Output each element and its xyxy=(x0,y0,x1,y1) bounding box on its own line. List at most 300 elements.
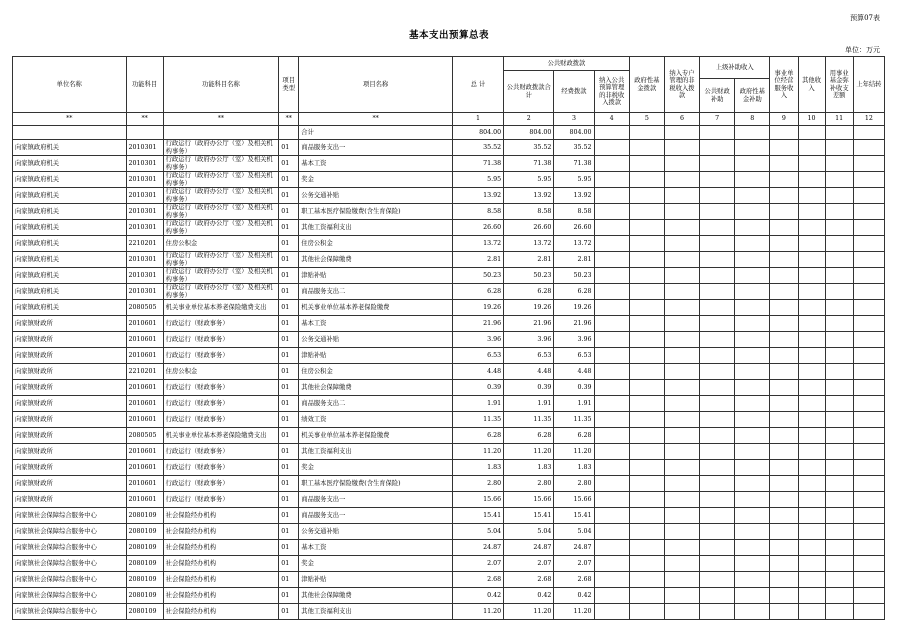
empty-cell xyxy=(700,444,735,460)
column-code: ** xyxy=(13,113,127,126)
funding-cell: 11.35 xyxy=(554,412,594,428)
funding-cell: 6.53 xyxy=(554,348,594,364)
empty-cell xyxy=(700,524,735,540)
empty-cell xyxy=(770,444,798,460)
pf-total-cell: 0.39 xyxy=(504,380,554,396)
func-name-cell: 住房公积金 xyxy=(163,236,279,252)
func-code-cell: 2010301 xyxy=(126,156,163,172)
empty-cell xyxy=(770,364,798,380)
funding-cell: 6.28 xyxy=(554,428,594,444)
column-code: ** xyxy=(163,113,279,126)
func-code-cell: 2010601 xyxy=(126,460,163,476)
empty-cell xyxy=(825,156,853,172)
func-code-cell: 2010301 xyxy=(126,220,163,236)
empty-cell xyxy=(664,156,699,172)
item-name-cell: 职工基本医疗保险缴费(含生育保险) xyxy=(299,204,453,220)
empty-cell xyxy=(798,316,825,332)
funding-cell: 26.60 xyxy=(554,220,594,236)
func-code-cell: 2010301 xyxy=(126,268,163,284)
empty-cell xyxy=(629,332,664,348)
empty-cell xyxy=(664,252,699,268)
total-cell: 8.58 xyxy=(452,204,503,220)
empty-cell xyxy=(825,300,853,316)
empty-cell xyxy=(629,204,664,220)
header-business-income: 事业单位经营服务收入 xyxy=(770,57,798,113)
empty-cell xyxy=(853,524,884,540)
empty-cell xyxy=(594,476,629,492)
total-cell: 5.04 xyxy=(452,524,503,540)
empty-cell xyxy=(700,460,735,476)
empty-cell xyxy=(664,444,699,460)
empty-cell xyxy=(735,348,770,364)
empty-cell xyxy=(664,508,699,524)
empty-cell xyxy=(700,604,735,620)
header-item-name: 项目名称 xyxy=(299,57,453,113)
funding-cell: 5.04 xyxy=(554,524,594,540)
func-code-cell: 2080109 xyxy=(126,572,163,588)
unit-name-cell: 向家镇政府机关 xyxy=(13,172,127,188)
func-name-cell: 社会保险经办机构 xyxy=(163,604,279,620)
empty-cell xyxy=(664,140,699,156)
total-cell: 2.68 xyxy=(452,572,503,588)
empty-cell xyxy=(798,540,825,556)
item-name-cell: 公务交通补贴 xyxy=(299,524,453,540)
empty-cell xyxy=(700,284,735,300)
unit-name-cell: 向家镇政府机关 xyxy=(13,268,127,284)
empty-cell xyxy=(735,332,770,348)
empty-cell xyxy=(664,572,699,588)
func-code-cell: 2210201 xyxy=(126,236,163,252)
empty-cell xyxy=(664,284,699,300)
empty-cell xyxy=(664,268,699,284)
total-cell: 19.26 xyxy=(452,300,503,316)
total-pf-total: 804.00 xyxy=(504,126,554,140)
item-type-cell: 01 xyxy=(279,524,299,540)
empty-cell xyxy=(664,348,699,364)
table-row xyxy=(13,140,885,156)
unit-label: 单位：万元 xyxy=(845,46,880,54)
table-row xyxy=(13,492,885,508)
funding-cell: 35.52 xyxy=(554,140,594,156)
empty-cell xyxy=(664,588,699,604)
total-cell: 11.20 xyxy=(452,604,503,620)
column-code: 2 xyxy=(504,113,554,126)
empty-cell xyxy=(770,300,798,316)
table-row xyxy=(13,172,885,188)
total-cell: 2.80 xyxy=(452,476,503,492)
empty-cell xyxy=(664,220,699,236)
func-name-cell: 行政运行（政府办公厅（室）及相关机构事务） xyxy=(163,284,279,300)
empty-cell xyxy=(629,284,664,300)
empty-cell xyxy=(798,220,825,236)
func-code-cell: 2010601 xyxy=(126,380,163,396)
empty-cell xyxy=(735,220,770,236)
empty-cell xyxy=(594,412,629,428)
empty-cell xyxy=(735,268,770,284)
func-code-cell: 2080505 xyxy=(126,300,163,316)
unit-name-cell: 向家镇政府机关 xyxy=(13,252,127,268)
item-name-cell: 其他社会保障缴费 xyxy=(299,252,453,268)
pf-total-cell: 26.60 xyxy=(504,220,554,236)
column-code: ** xyxy=(279,113,299,126)
func-name-cell: 行政运行（财政事务） xyxy=(163,380,279,396)
header-upper-subsidy: 上级补助收入 xyxy=(700,57,770,79)
empty-cell xyxy=(735,460,770,476)
total-cell: 6.28 xyxy=(452,284,503,300)
item-type-cell: 01 xyxy=(279,572,299,588)
item-name-cell: 基本工资 xyxy=(299,316,453,332)
unit-name-cell: 向家镇财政所 xyxy=(13,428,127,444)
unit-name-cell: 向家镇财政所 xyxy=(13,396,127,412)
column-code: ** xyxy=(299,113,453,126)
empty-cell xyxy=(735,252,770,268)
func-code-cell: 2010601 xyxy=(126,444,163,460)
empty-cell xyxy=(664,412,699,428)
total-label: 合计 xyxy=(299,126,453,140)
empty-cell xyxy=(825,428,853,444)
item-name-cell: 其他社会保障缴费 xyxy=(299,380,453,396)
empty-cell xyxy=(770,380,798,396)
item-name-cell: 商品服务支出一 xyxy=(299,492,453,508)
empty-cell xyxy=(700,572,735,588)
empty-cell xyxy=(825,396,853,412)
empty-cell xyxy=(700,252,735,268)
empty-cell xyxy=(629,540,664,556)
empty-cell xyxy=(594,268,629,284)
table-row xyxy=(13,236,885,252)
empty-cell xyxy=(770,412,798,428)
empty-cell xyxy=(853,332,884,348)
table-row xyxy=(13,380,885,396)
empty-cell xyxy=(853,588,884,604)
item-name-cell: 其他工资福利支出 xyxy=(299,444,453,460)
empty-cell xyxy=(735,316,770,332)
empty-cell xyxy=(700,492,735,508)
empty-cell xyxy=(629,156,664,172)
empty-cell xyxy=(735,492,770,508)
empty-cell xyxy=(629,556,664,572)
empty-cell xyxy=(735,604,770,620)
item-type-cell: 01 xyxy=(279,556,299,572)
unit-name-cell: 向家镇财政所 xyxy=(13,492,127,508)
unit-name-cell: 向家镇社会保障综合服务中心 xyxy=(13,508,127,524)
funding-cell: 24.87 xyxy=(554,540,594,556)
func-name-cell: 行政运行（政府办公厅（室）及相关机构事务） xyxy=(163,156,279,172)
empty-cell xyxy=(798,332,825,348)
unit-name-cell: 向家镇社会保障综合服务中心 xyxy=(13,524,127,540)
func-code-cell: 2080109 xyxy=(126,604,163,620)
table-row xyxy=(13,300,885,316)
item-type-cell: 01 xyxy=(279,508,299,524)
empty-cell xyxy=(700,348,735,364)
table-row xyxy=(13,524,885,540)
func-code-cell: 2010601 xyxy=(126,412,163,428)
empty-cell xyxy=(700,156,735,172)
header-budget-incl: 纳入公共预算管理的非税收入拨款 xyxy=(594,71,629,113)
table-row xyxy=(13,284,885,300)
empty-cell xyxy=(825,364,853,380)
pf-total-cell: 1.91 xyxy=(504,396,554,412)
header-unit-name: 单位名称 xyxy=(13,57,127,113)
func-code-cell: 2010601 xyxy=(126,492,163,508)
empty-cell xyxy=(770,316,798,332)
funding-cell: 11.20 xyxy=(554,604,594,620)
item-type-cell: 01 xyxy=(279,428,299,444)
empty-cell xyxy=(735,476,770,492)
unit-name-cell: 向家镇财政所 xyxy=(13,332,127,348)
column-code: 11 xyxy=(825,113,853,126)
funding-cell: 5.95 xyxy=(554,172,594,188)
unit-name-cell: 向家镇政府机关 xyxy=(13,236,127,252)
empty-cell xyxy=(853,172,884,188)
empty-cell xyxy=(853,572,884,588)
total-cell: 5.95 xyxy=(452,172,503,188)
unit-name-cell: 向家镇财政所 xyxy=(13,460,127,476)
item-name-cell: 公务交通补贴 xyxy=(299,188,453,204)
func-name-cell: 社会保险经办机构 xyxy=(163,588,279,604)
empty-cell xyxy=(629,140,664,156)
func-name-cell: 行政运行（财政事务） xyxy=(163,476,279,492)
funding-cell: 50.23 xyxy=(554,268,594,284)
empty-cell xyxy=(825,476,853,492)
empty-cell xyxy=(825,332,853,348)
total-cell: 13.72 xyxy=(452,236,503,252)
empty-cell xyxy=(770,604,798,620)
empty-cell xyxy=(798,556,825,572)
unit-name-cell: 向家镇社会保障综合服务中心 xyxy=(13,556,127,572)
table-row xyxy=(13,604,885,620)
pf-total-cell: 0.42 xyxy=(504,588,554,604)
unit-name-cell: 向家镇政府机关 xyxy=(13,204,127,220)
empty-cell xyxy=(853,268,884,284)
unit-name-cell: 向家镇政府机关 xyxy=(13,300,127,316)
func-code-cell: 2010601 xyxy=(126,476,163,492)
empty-cell xyxy=(700,588,735,604)
empty-cell xyxy=(664,524,699,540)
empty-cell xyxy=(664,380,699,396)
table-row xyxy=(13,508,885,524)
item-type-cell: 01 xyxy=(279,380,299,396)
column-code: 10 xyxy=(798,113,825,126)
total-cell: 71.38 xyxy=(452,156,503,172)
unit-name-cell: 向家镇社会保障综合服务中心 xyxy=(13,572,127,588)
table-row xyxy=(13,156,885,172)
empty-cell xyxy=(853,412,884,428)
empty-cell xyxy=(770,556,798,572)
table-row xyxy=(13,252,885,268)
empty-cell xyxy=(629,492,664,508)
empty-cell xyxy=(735,172,770,188)
empty-cell xyxy=(798,300,825,316)
total-cell: 2.07 xyxy=(452,556,503,572)
table-body xyxy=(13,113,885,620)
empty-cell xyxy=(629,604,664,620)
empty-cell xyxy=(700,508,735,524)
func-code-cell: 2080109 xyxy=(126,556,163,572)
item-type-cell: 01 xyxy=(279,316,299,332)
table-row xyxy=(13,364,885,380)
unit-name-cell: 向家镇财政所 xyxy=(13,444,127,460)
func-code-cell: 2010601 xyxy=(126,316,163,332)
empty-cell xyxy=(825,220,853,236)
empty-cell xyxy=(770,268,798,284)
func-name-cell: 行政运行（政府办公厅（室）及相关机构事务） xyxy=(163,268,279,284)
empty-cell xyxy=(594,364,629,380)
empty-cell xyxy=(853,300,884,316)
pf-total-cell: 5.95 xyxy=(504,172,554,188)
func-name-cell: 行政运行（财政事务） xyxy=(163,316,279,332)
empty-cell xyxy=(853,220,884,236)
empty-cell xyxy=(853,460,884,476)
empty-cell xyxy=(825,588,853,604)
empty-cell xyxy=(825,412,853,428)
empty-cell xyxy=(853,348,884,364)
item-type-cell: 01 xyxy=(279,412,299,428)
empty-cell xyxy=(735,588,770,604)
funding-cell: 11.20 xyxy=(554,444,594,460)
pf-total-cell: 11.20 xyxy=(504,604,554,620)
empty-cell xyxy=(853,444,884,460)
empty-cell xyxy=(798,492,825,508)
empty-cell xyxy=(629,380,664,396)
item-type-cell: 01 xyxy=(279,604,299,620)
empty-cell xyxy=(629,300,664,316)
pf-total-cell: 6.53 xyxy=(504,348,554,364)
pf-total-cell: 19.26 xyxy=(504,300,554,316)
empty-cell xyxy=(594,348,629,364)
empty-cell xyxy=(770,508,798,524)
empty-cell xyxy=(735,572,770,588)
total-row xyxy=(13,126,885,140)
item-name-cell: 机关事业单位基本养老保险缴费 xyxy=(299,300,453,316)
empty-cell xyxy=(798,204,825,220)
item-type-cell: 01 xyxy=(279,140,299,156)
empty-cell xyxy=(664,364,699,380)
empty-cell xyxy=(664,460,699,476)
header-gov-fund: 政府性基金拨款 xyxy=(629,57,664,113)
funding-cell: 8.58 xyxy=(554,204,594,220)
table-row xyxy=(13,556,885,572)
empty-cell xyxy=(594,332,629,348)
pf-total-cell: 3.96 xyxy=(504,332,554,348)
item-name-cell: 商品服务支出二 xyxy=(299,284,453,300)
budget-table xyxy=(12,56,885,620)
func-code-cell: 2080109 xyxy=(126,540,163,556)
empty-cell xyxy=(594,236,629,252)
empty-cell xyxy=(798,172,825,188)
empty-cell xyxy=(825,540,853,556)
empty-cell xyxy=(735,508,770,524)
header-func-code: 功能科目 xyxy=(126,57,163,113)
empty-cell xyxy=(629,428,664,444)
func-code-cell: 2010601 xyxy=(126,396,163,412)
pf-total-cell: 13.72 xyxy=(504,236,554,252)
func-name-cell: 机关事业单位基本养老保险缴费支出 xyxy=(163,428,279,444)
empty-cell xyxy=(594,284,629,300)
empty-cell xyxy=(798,476,825,492)
total-cell: 15.66 xyxy=(452,492,503,508)
empty-cell xyxy=(853,556,884,572)
unit-name-cell: 向家镇社会保障综合服务中心 xyxy=(13,604,127,620)
empty-cell xyxy=(700,380,735,396)
form-number: 预算07表 xyxy=(850,14,880,22)
empty-cell xyxy=(664,396,699,412)
empty-cell xyxy=(629,252,664,268)
func-name-cell: 行政运行（政府办公厅（室）及相关机构事务） xyxy=(163,220,279,236)
func-name-cell: 社会保险经办机构 xyxy=(163,508,279,524)
item-name-cell: 职工基本医疗保险缴费(含生育保险) xyxy=(299,476,453,492)
pf-total-cell: 2.68 xyxy=(504,572,554,588)
empty-cell xyxy=(594,396,629,412)
empty-cell xyxy=(853,396,884,412)
empty-cell xyxy=(700,316,735,332)
pf-total-cell: 8.58 xyxy=(504,204,554,220)
func-code-cell: 2080109 xyxy=(126,588,163,604)
empty-cell xyxy=(770,140,798,156)
empty-cell xyxy=(664,188,699,204)
empty-cell xyxy=(629,220,664,236)
empty-cell xyxy=(735,300,770,316)
item-name-cell: 商品服务支出二 xyxy=(299,396,453,412)
func-name-cell: 行政运行（财政事务） xyxy=(163,412,279,428)
empty-cell xyxy=(853,204,884,220)
empty-cell xyxy=(735,236,770,252)
empty-cell xyxy=(798,364,825,380)
empty-cell xyxy=(770,284,798,300)
empty-cell xyxy=(825,556,853,572)
empty-cell xyxy=(700,172,735,188)
empty-cell xyxy=(629,572,664,588)
header-other-income: 其他收入 xyxy=(798,57,825,113)
empty-cell xyxy=(735,444,770,460)
total-cell: 15.41 xyxy=(452,508,503,524)
total-cell: 4.48 xyxy=(452,364,503,380)
table-row xyxy=(13,476,885,492)
item-type-cell: 01 xyxy=(279,252,299,268)
empty-cell xyxy=(735,412,770,428)
funding-cell: 6.28 xyxy=(554,284,594,300)
empty-cell xyxy=(700,540,735,556)
item-type-cell: 01 xyxy=(279,396,299,412)
empty-cell xyxy=(853,188,884,204)
func-name-cell: 行政运行（财政事务） xyxy=(163,348,279,364)
pf-total-cell: 2.80 xyxy=(504,476,554,492)
item-type-cell: 01 xyxy=(279,188,299,204)
pf-total-cell: 15.66 xyxy=(504,492,554,508)
func-name-cell: 行政运行（财政事务） xyxy=(163,460,279,476)
item-name-cell: 绩效工资 xyxy=(299,412,453,428)
func-name-cell: 社会保险经办机构 xyxy=(163,572,279,588)
empty-cell xyxy=(825,604,853,620)
empty-cell xyxy=(770,188,798,204)
empty-cell xyxy=(700,204,735,220)
empty-cell xyxy=(825,316,853,332)
empty-cell xyxy=(770,220,798,236)
pf-total-cell: 24.87 xyxy=(504,540,554,556)
empty-cell xyxy=(700,364,735,380)
empty-cell xyxy=(770,476,798,492)
empty-cell xyxy=(629,268,664,284)
empty-cell xyxy=(853,156,884,172)
column-code: 3 xyxy=(554,113,594,126)
empty-cell xyxy=(700,220,735,236)
empty-cell xyxy=(825,188,853,204)
empty-cell xyxy=(735,524,770,540)
func-name-cell: 行政运行（财政事务） xyxy=(163,444,279,460)
header-prev-balance: 上年结转 xyxy=(853,57,884,113)
empty-cell xyxy=(594,556,629,572)
unit-name-cell: 向家镇财政所 xyxy=(13,412,127,428)
